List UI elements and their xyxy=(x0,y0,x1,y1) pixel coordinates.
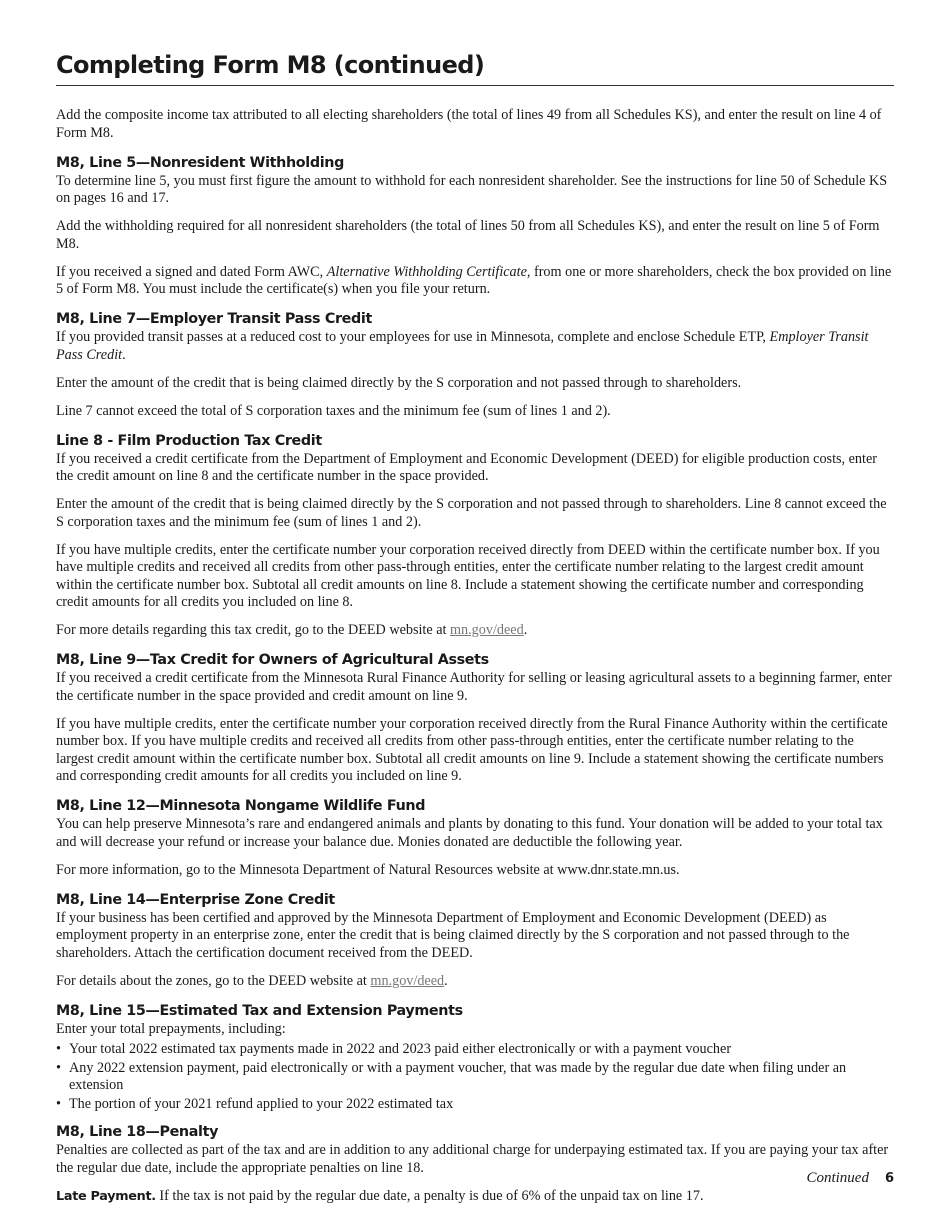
section-heading-line14: M8, Line 14—Enterprise Zone Credit xyxy=(56,891,335,908)
line9-paragraph-2: If you have multiple credits, enter the certificate number your corporation received directly from the Rural Finance Authority within the certificate number box. If you have multiple credits and received all credits from other pass-through entities, enter the certificate number relating to the largest credit amount within the certificate number box. Subtotal all credit amounts on line 9. Include a statement showing the certificate numbers and corresponding credit amounts for all credits you included on line 9. xyxy=(56,715,888,784)
line8-paragraph-1: If you received a credit certificate from the Department of Employment and Economic Development (DEED) for eligible production costs, enter the credit amount on line 8 and the certificate number in the space provided. xyxy=(56,450,877,484)
intro-paragraph: Add the composite income tax attributed to all electing shareholders (the total of lines 49 from all Schedules KS), and enter the result on line 4 of Form M8. xyxy=(56,107,882,141)
line5-paragraph-3: If you received a signed and dated Form AWC, Alternative Withholding Certificate, from one or more shareholders, check the box provided on line 5 of Form M8. You must include the certificate(s) when you file your return. xyxy=(56,263,892,297)
list-item: • The portion of your 2021 refund applied to your 2022 estimated tax xyxy=(56,1095,454,1112)
line12-paragraph-2: For more information, go to the Minnesota Department of Natural Resources website at www.dnr.state.mn.us. xyxy=(56,861,680,878)
bullet-icon: • xyxy=(56,1095,61,1112)
continued-label: Continued xyxy=(806,1170,869,1186)
line15-paragraph-1: Enter your total prepayments, including: xyxy=(56,1020,286,1037)
line14-paragraph-1: If your business has been certified and approved by the Minnesota Department of Employment and Economic Development (DEED) as employment property in an enterprise zone, enter the credit that is being claimed directly by the S corporation and not passed through to the shareholders. Attach the certification document received from the DEED. xyxy=(56,909,850,961)
line14-paragraph-2: For details about the zones, go to the DEED website at mn.gov/deed. xyxy=(56,972,448,989)
deed-website-link[interactable]: mn.gov/deed xyxy=(370,972,445,989)
section-heading-line8: Line 8 - Film Production Tax Credit xyxy=(56,432,322,449)
line8-paragraph-2: Enter the amount of the credit that is being claimed directly by the S corporation and not passed through to shareholders. Line 8 cannot exceed the S corporation taxes and the minimum fee (sum of lines 1 and 2). xyxy=(56,496,887,530)
line8-paragraph-4: For more details regarding this tax credit, go to the DEED website at mn.gov/deed. xyxy=(56,622,528,638)
section-heading-line12: M8, Line 12—Minnesota Nongame Wildlife Fund xyxy=(56,798,426,814)
prepayments-list xyxy=(56,1041,894,1113)
bullet-icon: • xyxy=(56,1059,61,1076)
section-heading-line18: M8, Line 18—Penalty xyxy=(56,1124,219,1140)
section-heading-line15: M8, Line 15—Estimated Tax and Extension Payments xyxy=(56,1002,463,1019)
line5-paragraph-1: To determine line 5, you must first figure the amount to withhold for each nonresident shareholder. See the instructions for line 50 of Schedule KS on pages 16 and 17. xyxy=(56,172,888,206)
list-item: • Any 2022 extension payment, paid electronically or with a payment voucher, that was made by the regular due date when filing under an extension xyxy=(56,1059,847,1093)
line7-paragraph-2: Enter the amount of the credit that is being claimed directly by the S corporation and not passed through to shareholders. xyxy=(56,374,742,391)
page-number: 6 xyxy=(884,1171,894,1186)
line9-paragraph-1: If you received a credit certificate from the Minnesota Rural Finance Authority for selling or leasing agricultural assets to a beginning farmer, enter the certificate number in the space provided and credit amount on line 9. xyxy=(56,670,892,704)
page-content xyxy=(56,107,894,1205)
late-payment-label: Late Payment. xyxy=(56,1188,156,1204)
line8-paragraph-3: If you have multiple credits, enter the certificate number your corporation received directly from DEED within the certificate number box. If you have multiple credits and received all credits from other pass-through entities, enter the certificate number relating to the largest credit amount within the certificate number box. Subtotal all credit amounts on line 8. Include a statement showing the certificate number and corresponding credit amounts for all credits you included on line 8. xyxy=(56,541,880,610)
line18-paragraph-1: Penalties are collected as part of the tax and are in addition to any additional charge for underpaying estimated tax. If you are paying your tax after the regular due date, include the appropriate penalties on line 18. xyxy=(56,1142,889,1176)
schedule-etp-title: Employer Transit Pass Credit xyxy=(56,329,869,363)
line7-paragraph-1: If you provided transit passes at a reduced cost to your employees for use in Minnesota, complete and enclose Schedule ETP, Employer Transit Pass Credit. xyxy=(56,329,869,363)
deed-website-link[interactable]: mn.gov/deed xyxy=(450,622,524,638)
line7-paragraph-3: Line 7 cannot exceed the total of S corporation taxes and the minimum fee (sum of lines 1 and 2). xyxy=(56,402,611,419)
section-heading-line5: M8, Line 5—Nonresident Withholding xyxy=(56,154,344,171)
form-awc-title: Alternative Withholding Certificate xyxy=(326,263,527,280)
document-page xyxy=(56,48,894,1216)
section-heading-line7: M8, Line 7—Employer Transit Pass Credit xyxy=(56,311,372,327)
list-item: • Your total 2022 estimated tax payments made in 2022 and 2023 paid either electronically or with a payment voucher xyxy=(56,1041,732,1057)
section-heading-line9: M8, Line 9—Tax Credit for Owners of Agricultural Assets xyxy=(56,652,489,668)
page-footer xyxy=(806,1170,894,1187)
line12-paragraph-1: You can help preserve Minnesota’s rare and endangered animals and plants by donating to this fund. Your donation will be added to your total tax and will decrease your refund or increase your balance due. Monies donated are deductible the following year. xyxy=(56,816,883,850)
late-payment-paragraph: Late Payment. If the tax is not paid by the regular due date, a penalty is due of 6% of the unpaid tax on line 17. xyxy=(56,1187,704,1204)
line5-paragraph-2: Add the withholding required for all nonresident shareholders (the total of lines 50 from all Schedules KS), and enter the result on line 5 of Form M8. xyxy=(56,218,880,252)
bullet-icon: • xyxy=(56,1041,61,1057)
page-title: Completing Form M8 (continued) xyxy=(56,48,894,86)
